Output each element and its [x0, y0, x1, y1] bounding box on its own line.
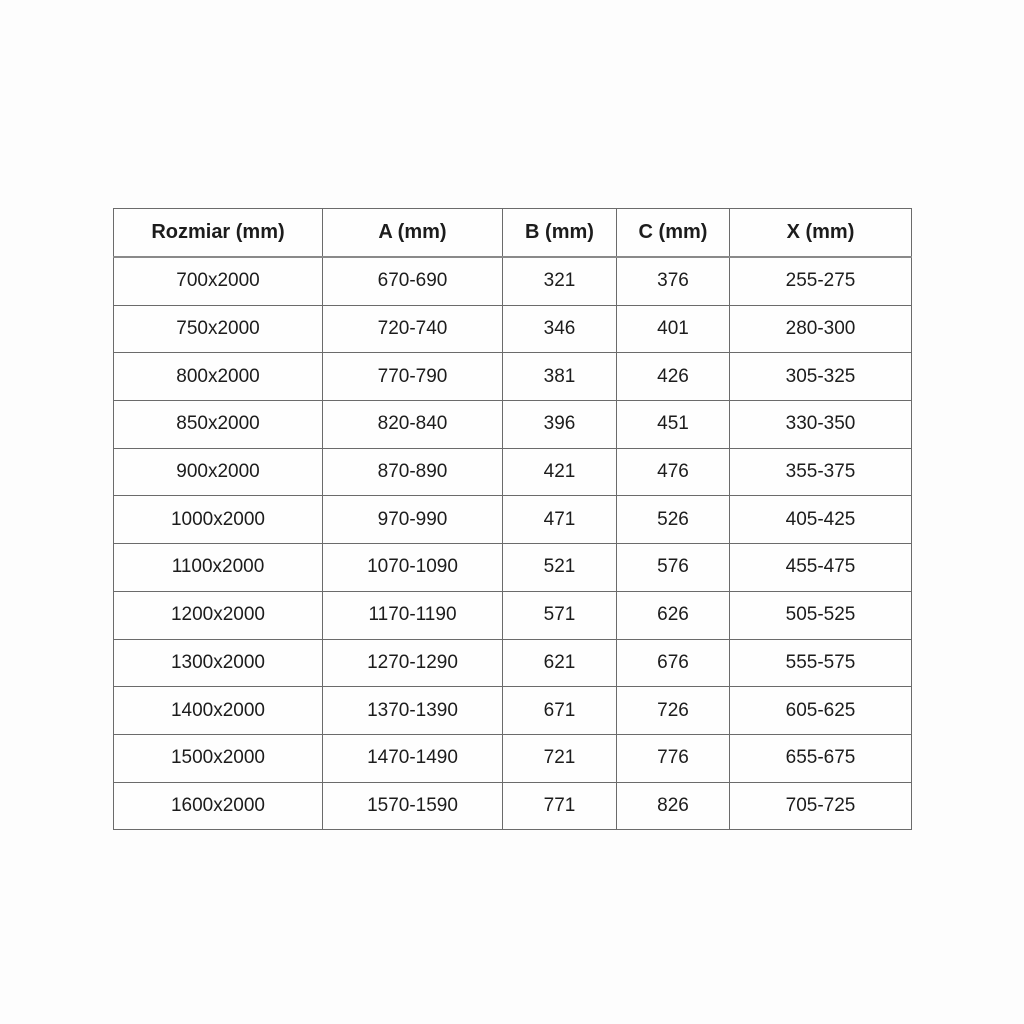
column-header-2: B (mm): [503, 209, 617, 258]
table-cell: 670-690: [323, 257, 503, 305]
table-cell: 355-375: [730, 448, 912, 496]
table-cell: 576: [617, 544, 730, 592]
table-cell: 521: [503, 544, 617, 592]
table-cell: 505-525: [730, 591, 912, 639]
size-table: [113, 208, 912, 830]
table-cell: 621: [503, 639, 617, 687]
table-row: [114, 591, 912, 639]
table-cell: 671: [503, 687, 617, 735]
table-cell: 726: [617, 687, 730, 735]
column-header-1: A (mm): [323, 209, 503, 258]
table-cell: 330-350: [730, 401, 912, 449]
table-cell: 376: [617, 257, 730, 305]
table-row: [114, 782, 912, 830]
table-cell: 850x2000: [114, 401, 323, 449]
table-cell: 676: [617, 639, 730, 687]
table-cell: 555-575: [730, 639, 912, 687]
table-cell: 705-725: [730, 782, 912, 830]
table-cell: 421: [503, 448, 617, 496]
table-row: [114, 257, 912, 305]
table-row: [114, 448, 912, 496]
table-cell: 381: [503, 353, 617, 401]
table-cell: 771: [503, 782, 617, 830]
table-row: [114, 401, 912, 449]
table-cell: 571: [503, 591, 617, 639]
table-cell: 1070-1090: [323, 544, 503, 592]
table-cell: 476: [617, 448, 730, 496]
table-cell: 1100x2000: [114, 544, 323, 592]
table-cell: 471: [503, 496, 617, 544]
table-cell: 970-990: [323, 496, 503, 544]
table-cell: 820-840: [323, 401, 503, 449]
table-cell: 1470-1490: [323, 734, 503, 782]
header-row: [114, 209, 912, 258]
table-cell: 1270-1290: [323, 639, 503, 687]
table-cell: 255-275: [730, 257, 912, 305]
table-cell: 750x2000: [114, 305, 323, 353]
table-cell: 1400x2000: [114, 687, 323, 735]
table-cell: 720-740: [323, 305, 503, 353]
size-table-container: [113, 208, 911, 830]
table-cell: 280-300: [730, 305, 912, 353]
table-cell: 426: [617, 353, 730, 401]
table-row: [114, 496, 912, 544]
table-cell: 626: [617, 591, 730, 639]
table-cell: 1500x2000: [114, 734, 323, 782]
table-row: [114, 734, 912, 782]
table-row: [114, 687, 912, 735]
table-row: [114, 544, 912, 592]
table-cell: 455-475: [730, 544, 912, 592]
table-cell: 1170-1190: [323, 591, 503, 639]
table-cell: 826: [617, 782, 730, 830]
table-cell: 800x2000: [114, 353, 323, 401]
column-header-4: X (mm): [730, 209, 912, 258]
table-cell: 451: [617, 401, 730, 449]
column-header-3: C (mm): [617, 209, 730, 258]
table-cell: 1600x2000: [114, 782, 323, 830]
table-cell: 1370-1390: [323, 687, 503, 735]
table-row: [114, 353, 912, 401]
table-cell: 870-890: [323, 448, 503, 496]
table-cell: 396: [503, 401, 617, 449]
table-cell: 405-425: [730, 496, 912, 544]
table-cell: 401: [617, 305, 730, 353]
table-cell: 900x2000: [114, 448, 323, 496]
table-cell: 1300x2000: [114, 639, 323, 687]
table-cell: 1200x2000: [114, 591, 323, 639]
table-row: [114, 305, 912, 353]
table-cell: 721: [503, 734, 617, 782]
table-cell: 305-325: [730, 353, 912, 401]
column-header-0: Rozmiar (mm): [114, 209, 323, 258]
table-cell: 1570-1590: [323, 782, 503, 830]
table-row: [114, 639, 912, 687]
table-cell: 776: [617, 734, 730, 782]
table-cell: 346: [503, 305, 617, 353]
table-head: [114, 209, 912, 258]
table-cell: 526: [617, 496, 730, 544]
table-cell: 655-675: [730, 734, 912, 782]
table-cell: 700x2000: [114, 257, 323, 305]
table-cell: 1000x2000: [114, 496, 323, 544]
table-cell: 770-790: [323, 353, 503, 401]
table-cell: 321: [503, 257, 617, 305]
table-cell: 605-625: [730, 687, 912, 735]
table-body: [114, 257, 912, 830]
